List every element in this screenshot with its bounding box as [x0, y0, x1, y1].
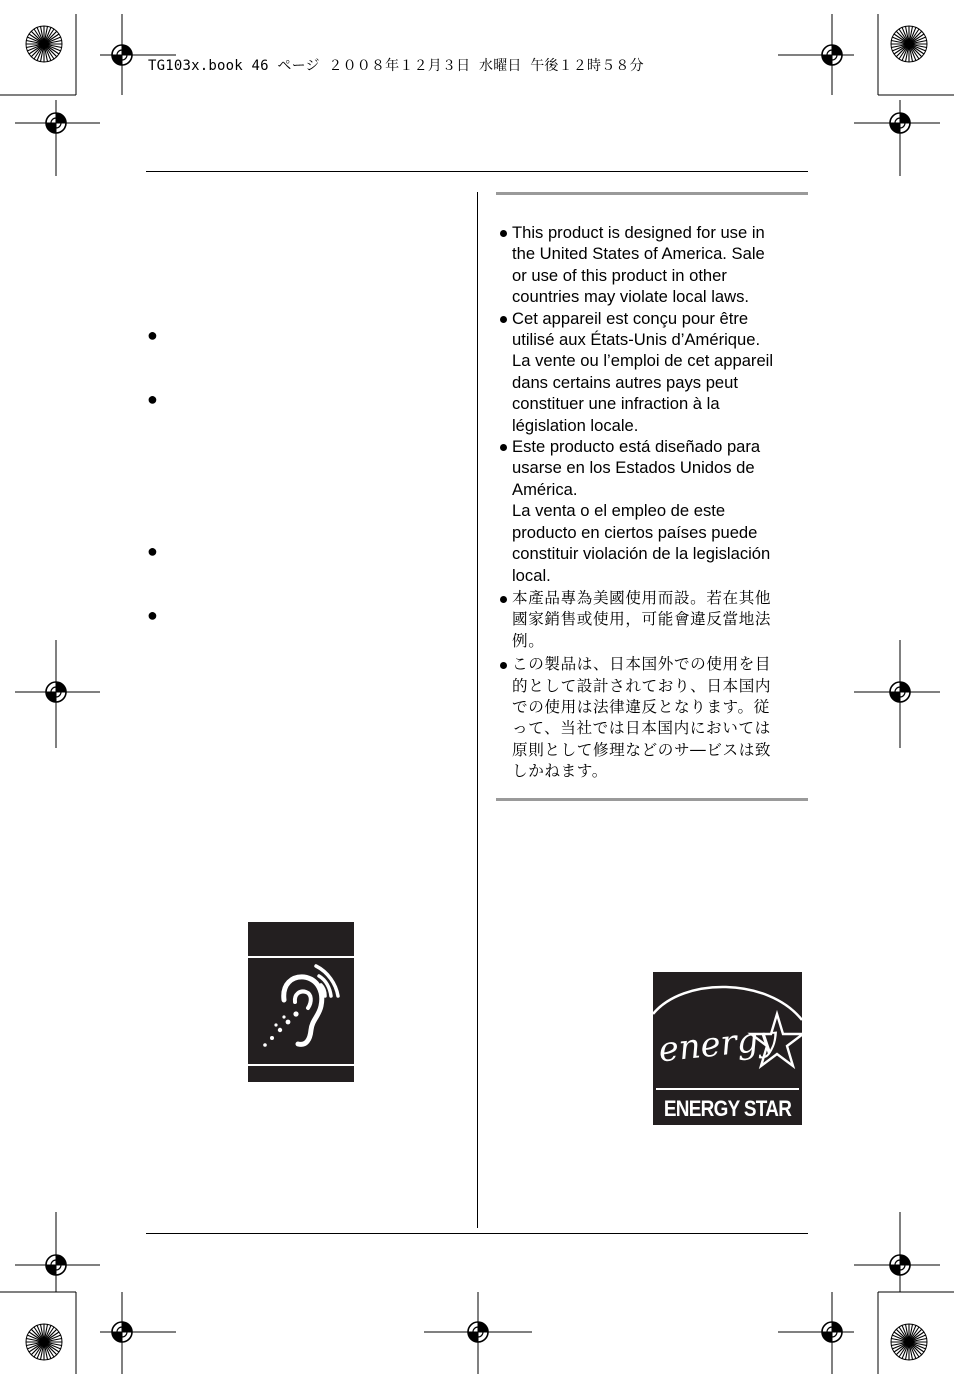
notice-line: législation locale. — [512, 415, 639, 435]
notice-line: この製品は、日本国外での使用を目 — [512, 655, 772, 674]
notice-line: 國家銷售或使用，可能會違反當地法 — [512, 610, 772, 629]
print-header: TG103x.book 46 ページ ２００８年１２月３日 水曜日 午後１２時５８分 — [148, 58, 644, 74]
notice-line: Cet appareil est conçu pour être — [512, 308, 749, 328]
left-bullet-3: ● — [147, 541, 158, 561]
left-bullet-4: ● — [147, 605, 158, 625]
notice-line: La venta o el empleo de este — [512, 501, 726, 521]
notice-line: での使用は法律違反となります。従 — [512, 697, 770, 716]
notice-line: 例。 — [512, 631, 545, 650]
notice-english — [499, 222, 809, 308]
notice-line: producto en ciertos países puede — [512, 522, 758, 542]
notice-french — [499, 308, 809, 436]
notice-line: Este producto está diseñado para — [512, 437, 761, 457]
notice-chinese — [499, 588, 809, 652]
notice-line: usarse en los Estados Unidos de — [512, 458, 755, 478]
notice-bottom-rule — [496, 798, 808, 801]
notice-line: constituer une infraction à la — [512, 394, 720, 414]
top-rule — [146, 171, 808, 172]
notice-top-rule — [496, 192, 808, 195]
bottom-rule — [146, 1233, 808, 1234]
column-divider — [477, 192, 478, 1228]
notice-line: local. — [512, 565, 551, 585]
notice-line: constituir violación de la legislación — [512, 544, 771, 564]
notice-line: って、当社では日本国内においては — [512, 719, 771, 738]
notice-line: or use of this product in other — [512, 265, 727, 285]
left-bullet-1: ● — [147, 325, 158, 345]
notice-line: the United States of America. Sale — [512, 244, 765, 264]
hearing-aid-compatible-icon — [248, 922, 354, 1082]
notice-line: 原則として修理などのサ―ビスは致 — [512, 740, 772, 759]
energy-star-label: ENERGY STAR — [663, 1096, 792, 1121]
notice-line: América. — [512, 479, 578, 499]
notice-line: 本產品專為美國使用而設。若在其他 — [512, 588, 772, 607]
notice-line: 的として設計されており、日本国内 — [512, 676, 772, 695]
notice-japanese — [499, 654, 809, 782]
energy-script-text: energy — [656, 1018, 780, 1071]
notice-line: This product is designed for use in — [512, 223, 765, 242]
notice-spanish — [499, 436, 809, 586]
notice-line: countries may violate local laws. — [512, 287, 750, 307]
notice-line: utilisé aux États-Unis d’Amérique. — [512, 330, 761, 350]
notice-line: dans certains autres pays peut — [512, 372, 738, 392]
energy-star-script-icon — [653, 972, 802, 1090]
energy-star-logo — [653, 972, 802, 1125]
hearing-aid-compatible-logo — [248, 922, 354, 1082]
notice-line: La vente ou l’emploi de cet appareil — [512, 351, 774, 371]
regional-use-notice — [499, 222, 809, 783]
energy-star-divider — [656, 1088, 799, 1090]
left-bullet-2: ● — [147, 389, 158, 409]
notice-line: しかねます。 — [512, 762, 608, 781]
